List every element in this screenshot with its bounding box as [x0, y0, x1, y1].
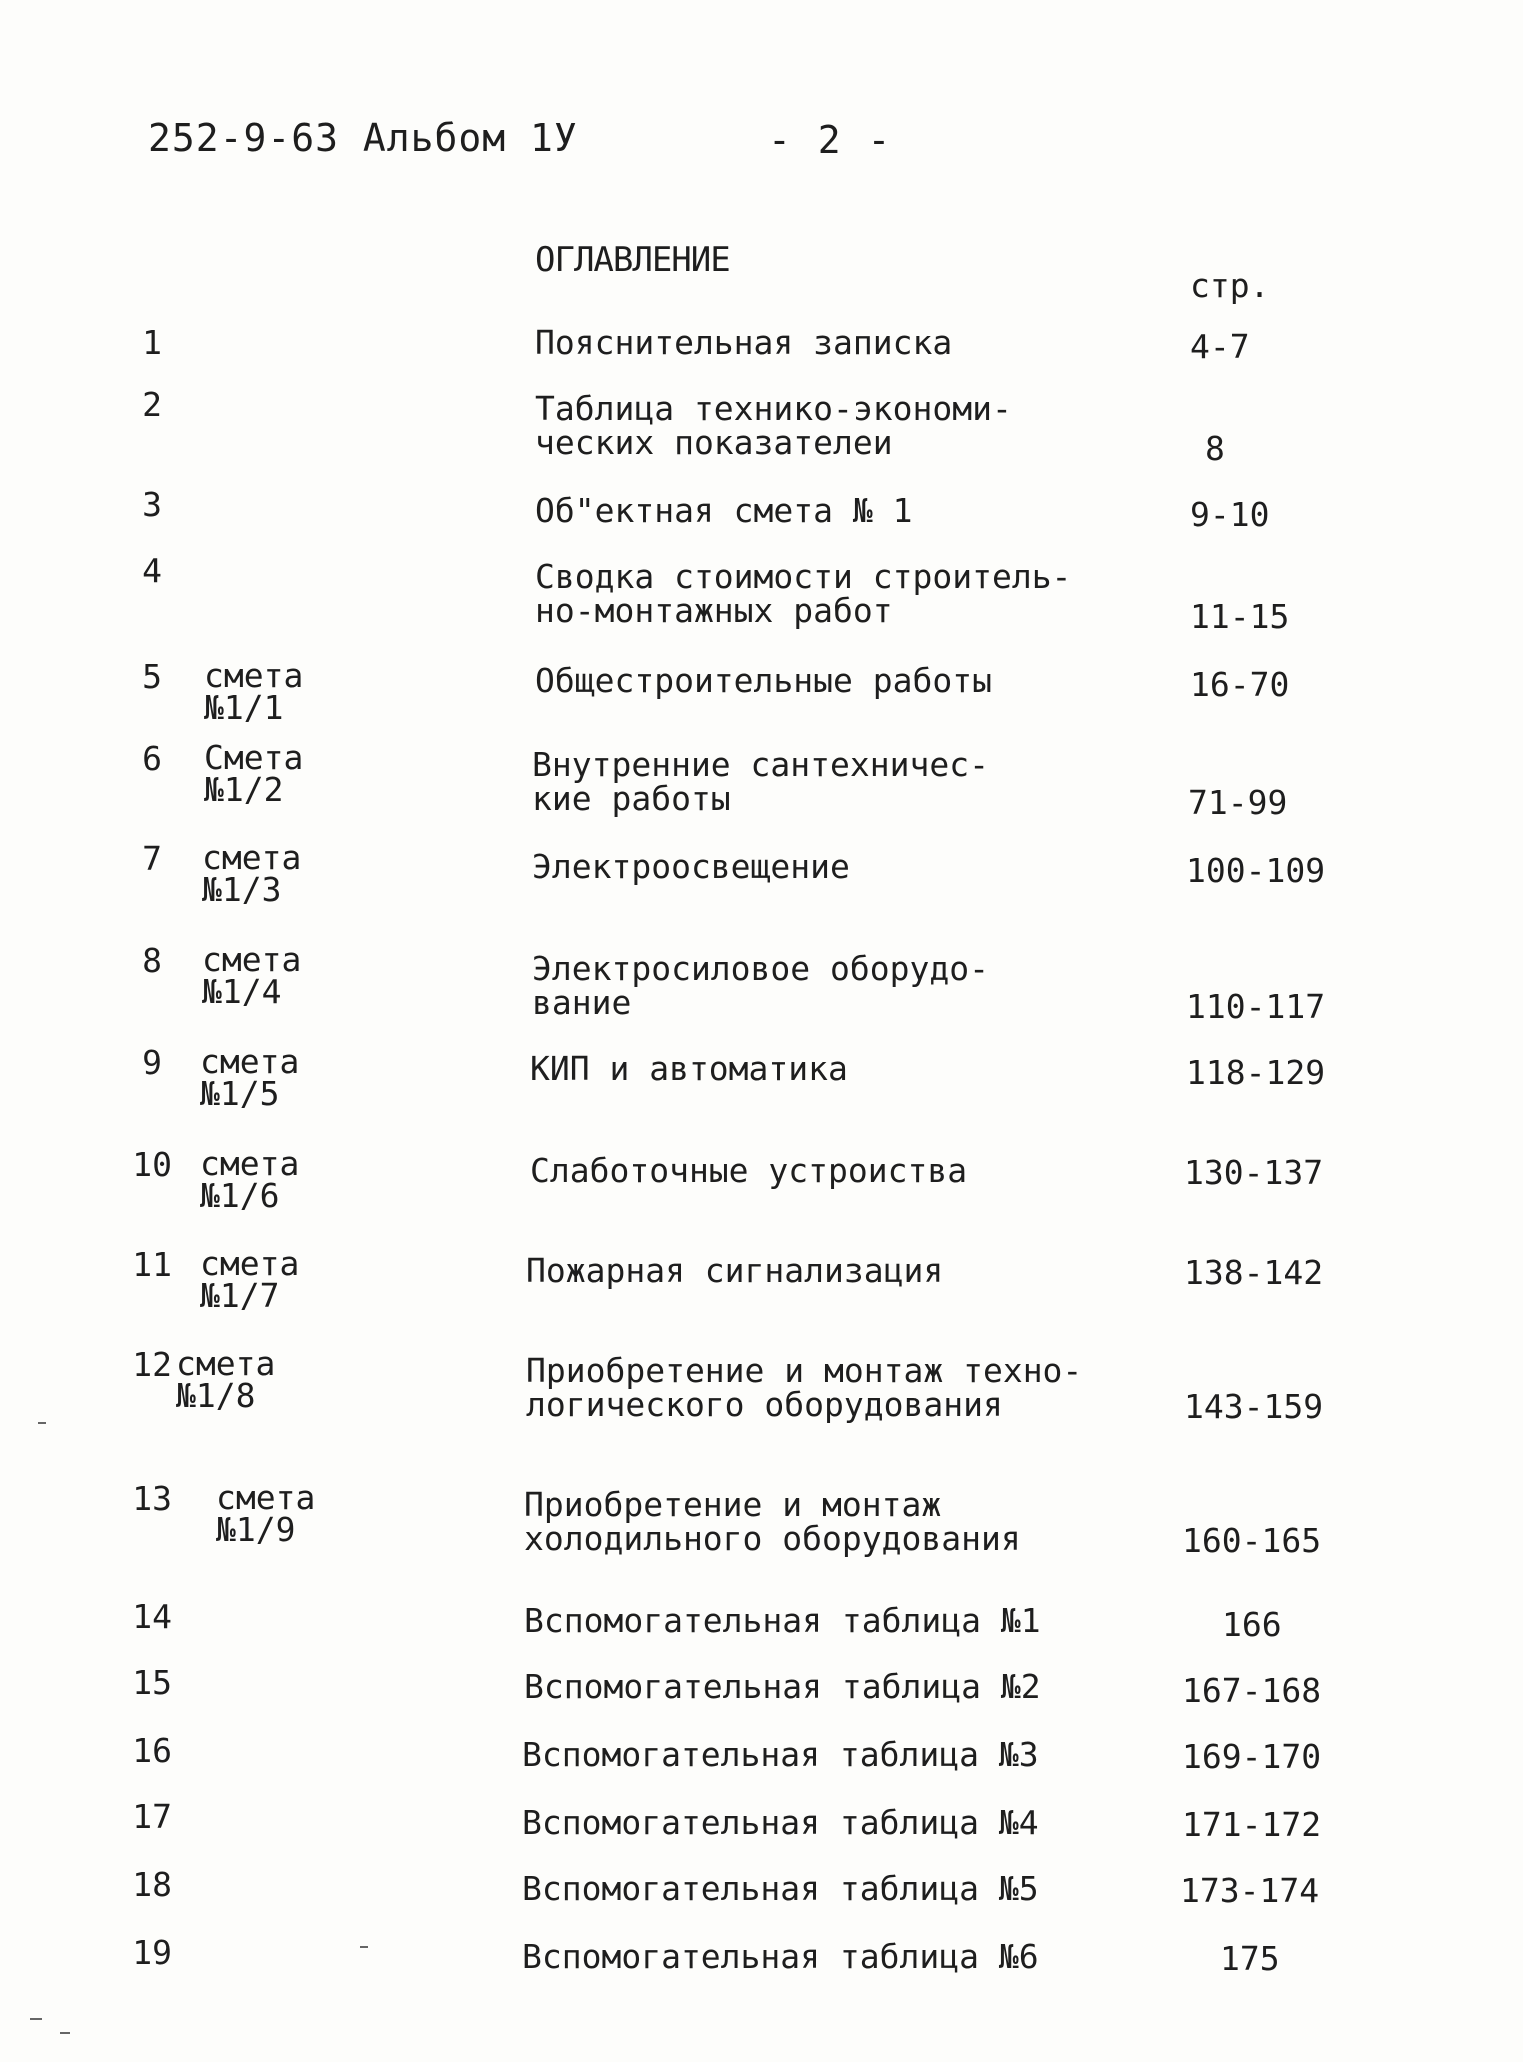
toc-item-number: 18	[132, 1865, 172, 1904]
toc-item-title: Вспомогательная таблица №1	[524, 1601, 1041, 1640]
toc-item-title: КИП и автоматика	[530, 1049, 848, 1088]
toc-item-estimate: смета №1/7	[200, 1244, 300, 1315]
toc-item-number: 1	[142, 323, 162, 362]
toc-heading: ОГЛАВЛЕНИЕ	[535, 240, 730, 280]
toc-item-pages: 167-168	[1182, 1671, 1322, 1710]
toc-item-pages: 11-15	[1190, 597, 1290, 636]
toc-item-pages: 8	[1205, 429, 1225, 468]
toc-item-title: Электроосвещение	[532, 847, 850, 886]
toc-item-title: Об"ектная смета № 1	[535, 491, 913, 530]
toc-item-pages: 166	[1222, 1605, 1282, 1644]
toc-item-title: Таблица технико-экономи- ческих показателеи	[535, 389, 1012, 462]
toc-item-estimate: смета №1/1	[204, 656, 304, 727]
toc-item-title: Вспомогательная таблица №6	[522, 1937, 1039, 1976]
document-code: 252-9-63 Альбом 1У	[148, 116, 578, 160]
page-number: - 2 -	[768, 118, 893, 162]
toc-item-number: 8	[142, 941, 162, 980]
toc-item-title: Приобретение и монтаж техно- логического оборудования	[526, 1351, 1083, 1424]
toc-item-title: Внутренние сантехничес- кие работы	[532, 745, 989, 818]
toc-item-number: 6	[142, 739, 162, 778]
toc-item-pages: 4-7	[1190, 327, 1250, 366]
toc-item-title: Вспомогательная таблица №2	[524, 1667, 1041, 1706]
toc-item-pages: 16-70	[1190, 665, 1290, 704]
toc-item-number: 2	[142, 385, 162, 424]
scan-speck	[60, 2032, 70, 2034]
toc-item-pages: 100-109	[1186, 851, 1326, 890]
toc-item-pages: 138-142	[1184, 1253, 1324, 1292]
toc-item-number: 9	[142, 1043, 162, 1082]
scan-speck	[360, 1946, 368, 1948]
toc-item-number: 19	[132, 1933, 172, 1972]
toc-item-title: Приобретение и монтаж холодильного оборудования	[524, 1485, 1021, 1558]
toc-item-number: 4	[142, 551, 162, 590]
toc-item-title: Вспомогательная таблица №5	[522, 1869, 1039, 1908]
toc-item-title: Вспомогательная таблица №4	[522, 1803, 1039, 1842]
toc-item-pages: 175	[1220, 1939, 1280, 1978]
toc-item-number: 11	[132, 1245, 172, 1284]
toc-item-title: Электросиловое оборудо- вание	[532, 949, 989, 1022]
toc-item-estimate: смета №1/6	[200, 1144, 300, 1215]
toc-item-estimate: смета №1/4	[202, 940, 302, 1011]
toc-item-number: 10	[132, 1145, 172, 1184]
toc-item-pages: 71-99	[1188, 783, 1288, 822]
toc-item-estimate: смета №1/9	[216, 1478, 316, 1549]
toc-item-pages: 118-129	[1186, 1053, 1326, 1092]
toc-item-estimate: смета №1/8	[176, 1344, 276, 1415]
toc-item-pages: 160-165	[1182, 1521, 1322, 1560]
toc-item-title: Пожарная сигнализация	[526, 1251, 944, 1290]
toc-item-pages: 143-159	[1184, 1387, 1324, 1426]
toc-item-title: Общестроительные работы	[535, 661, 992, 700]
scan-speck	[38, 1422, 46, 1424]
toc-item-number: 14	[132, 1597, 172, 1636]
toc-item-title: Слаботочные устроиства	[530, 1151, 968, 1190]
toc-item-number: 17	[132, 1797, 172, 1836]
toc-item-title: Сводка стоимости строитель- но-монтажных работ	[535, 557, 1072, 630]
toc-item-pages: 130-137	[1184, 1153, 1324, 1192]
scan-speck	[30, 2018, 42, 2020]
toc-item-pages: 169-170	[1182, 1737, 1322, 1776]
toc-item-number: 12	[132, 1345, 172, 1384]
toc-item-title: Вспомогательная таблица №3	[522, 1735, 1039, 1774]
toc-item-number: 5	[142, 657, 162, 696]
toc-item-pages: 171-172	[1182, 1805, 1322, 1844]
toc-item-pages: 110-117	[1186, 987, 1326, 1026]
toc-item-number: 13	[132, 1479, 172, 1518]
toc-item-estimate: Смета №1/2	[204, 738, 304, 809]
toc-item-number: 16	[132, 1731, 172, 1770]
page-column-label: стр.	[1190, 266, 1270, 305]
toc-item-pages: 173-174	[1180, 1871, 1320, 1910]
toc-item-title: Пояснительная записка	[535, 323, 953, 362]
toc-item-estimate: смета №1/3	[202, 838, 302, 909]
toc-item-number: 3	[142, 485, 162, 524]
toc-item-pages: 9-10	[1190, 495, 1270, 534]
toc-item-estimate: смета №1/5	[200, 1042, 300, 1113]
toc-item-number: 7	[142, 839, 162, 878]
toc-item-number: 15	[132, 1663, 172, 1702]
